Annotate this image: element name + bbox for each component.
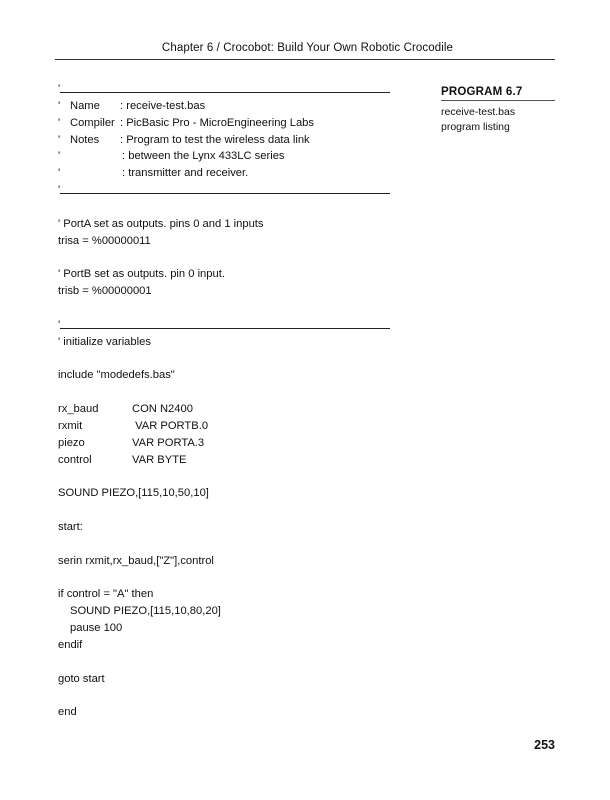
blank-line <box>58 300 398 317</box>
var-value: VAR PORTB.0 <box>132 419 209 432</box>
blank-line <box>58 199 398 216</box>
var-name: piezo <box>58 436 85 449</box>
code-line: ' initialize variables <box>58 335 151 348</box>
blank-line <box>58 351 398 368</box>
var-value: VAR PORTA.3 <box>132 436 205 449</box>
code-line <box>58 452 398 469</box>
code-line <box>58 435 398 452</box>
code-line <box>58 148 398 165</box>
code-line: endif <box>58 638 83 651</box>
comment-rule <box>58 317 398 334</box>
code-line: if control = "A" then <box>58 588 154 601</box>
code-listing <box>58 81 398 721</box>
program-sidebar <box>441 86 555 135</box>
code-line: serin rxmit,rx_baud,["Z"],control <box>58 554 214 567</box>
header-label: Compiler <box>70 116 115 129</box>
var-name: control <box>58 453 92 466</box>
comment-rule <box>58 182 398 199</box>
comment-mark: ' <box>58 99 61 112</box>
rule-tick: ' <box>58 183 61 196</box>
code-line: ' PortA set as outputs. pins 0 and 1 inputs <box>58 217 264 230</box>
blank-line <box>58 502 398 519</box>
code-line: trisb = %00000001 <box>58 285 152 298</box>
code-line <box>58 418 398 435</box>
header-rule <box>55 59 555 60</box>
blank-line <box>58 654 398 671</box>
header-label: Name <box>70 99 100 112</box>
header-value: : receive-test.bas <box>120 99 206 112</box>
comment-rule <box>58 81 398 98</box>
blank-line <box>58 687 398 704</box>
code-line: ' PortB set as outputs. pin 0 input. <box>58 268 225 281</box>
program-number: PROGRAM 6.7 <box>441 86 555 101</box>
rule-bar <box>60 92 390 93</box>
blank-line <box>58 384 398 401</box>
code-line: end <box>58 706 77 719</box>
header-value: : Program to test the wireless data link <box>120 133 310 146</box>
comment-mark: ' <box>58 133 61 146</box>
blank-line <box>58 569 398 586</box>
header-label: Notes <box>70 133 100 146</box>
var-name: rxmit <box>58 419 83 432</box>
rule-tick: ' <box>58 318 61 331</box>
var-value: VAR BYTE <box>132 453 187 466</box>
code-line: goto start <box>58 672 105 685</box>
var-name: rx_baud <box>58 403 99 416</box>
running-head: Chapter 6 / Crocobot: Build Your Own Robotic Crocodile <box>161 42 454 54</box>
page-number: 253 <box>534 738 555 752</box>
rule-bar <box>60 328 390 329</box>
header-value: : between the Lynx 433LC series <box>122 150 285 163</box>
blank-line <box>58 468 398 485</box>
code-line: SOUND PIEZO,[115,10,50,10] <box>58 487 209 500</box>
header-value: : PicBasic Pro - MicroEngineering Labs <box>120 116 315 129</box>
code-line <box>58 115 398 132</box>
code-line: start: <box>58 520 83 533</box>
code-line: SOUND PIEZO,[115,10,80,20] <box>70 605 221 618</box>
blank-line <box>58 249 398 266</box>
code-line <box>58 401 398 418</box>
comment-mark: ' <box>58 116 61 129</box>
program-caption: receive-test.bas program listing <box>441 106 516 133</box>
code-line: include "modedefs.bas" <box>58 369 175 382</box>
code-line <box>58 132 398 149</box>
comment-mark: ' <box>58 167 61 180</box>
rule-tick: ' <box>58 82 61 95</box>
code-line <box>58 98 398 115</box>
var-value: CON N2400 <box>132 403 193 416</box>
code-line <box>58 165 398 182</box>
code-line: pause 100 <box>70 622 123 634</box>
blank-line <box>58 536 398 553</box>
rule-bar <box>60 193 390 194</box>
comment-mark: ' <box>58 150 61 163</box>
code-line: trisa = %00000011 <box>58 234 151 247</box>
header-value: : transmitter and receiver. <box>122 167 249 180</box>
